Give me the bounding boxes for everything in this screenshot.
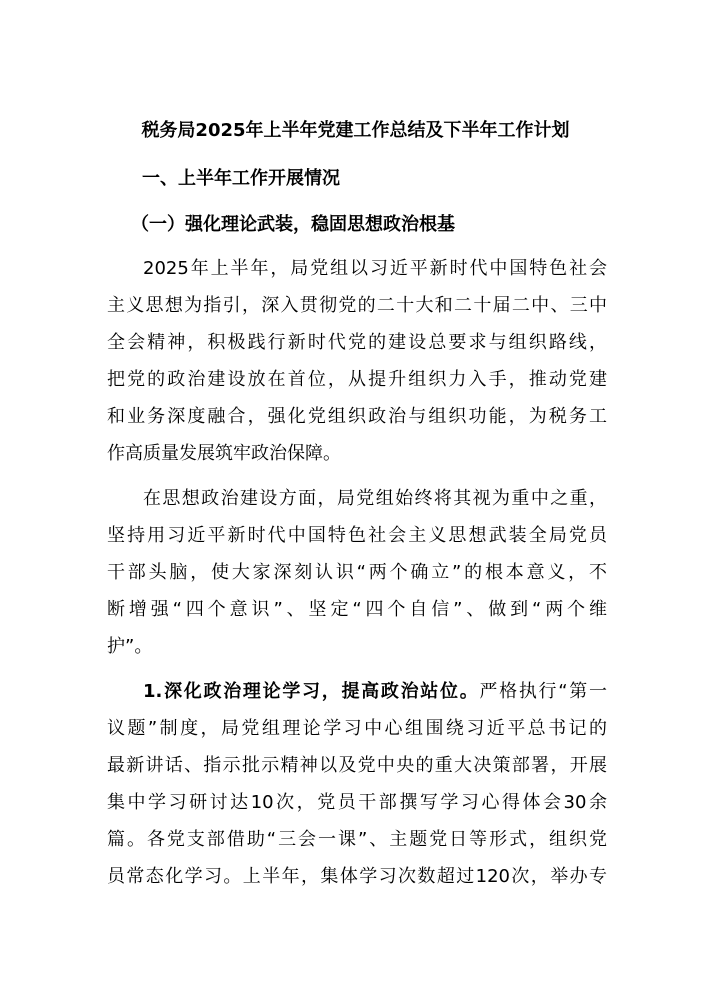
paragraph-line: 2025年上半年，局党组以习近平新时代中国特色社会: [143, 258, 607, 279]
paragraph-line: 集中学习研讨达10次，党员干部撰写学习心得体会30余: [107, 792, 607, 813]
paragraph-line: 和业务深度融合，强化党组织政治与组织功能，为税务工: [107, 406, 607, 427]
subsection-heading: （一）强化理论武装，稳固思想政治根基: [131, 214, 455, 235]
paragraph-line: 断增强“四个意识”、坚定“四个自信”、做到“两个维: [107, 599, 607, 620]
paragraph-line: 员常态化学习。上半年，集体学习次数超过120次，举办专: [107, 866, 607, 887]
paragraph-line: 把党的政治建设放在首位，从提升组织力入手，推动党建: [107, 369, 607, 390]
document-title: 税务局2025年上半年党建工作总结及下半年工作计划: [141, 120, 570, 141]
bold-lead: 1.深化政治理论学习，提高政治站位。: [143, 681, 480, 702]
paragraph-line: [107, 673, 607, 710]
paragraph-1: [107, 250, 607, 472]
paragraph-3: [107, 673, 607, 895]
lead-rest: 严格执行“第一: [479, 681, 607, 702]
paragraph-line: 坚持用习近平新时代中国特色社会主义思想武装全局党员: [107, 525, 607, 546]
paragraph-line: 在思想政治建设方面，局党组始终将其视为重中之重，: [143, 488, 607, 509]
paragraph-line: 篇。各党支部借助“三会一课”、主题党日等形式，组织党: [107, 829, 607, 850]
paragraph-line: 全会精神，积极践行新时代党的建设总要求与组织路线，: [107, 332, 607, 353]
paragraph-line: 作高质量发展筑牢政治保障。: [107, 443, 341, 464]
paragraph-line: 护”。: [107, 636, 153, 657]
paragraph-line: 主义思想为指引，深入贯彻党的二十大和二十届二中、三中: [107, 295, 607, 316]
paragraph-line: 议题”制度，局党组理论学习中心组围绕习近平总书记的: [107, 718, 607, 739]
paragraph-2: [107, 480, 607, 665]
section-heading: 一、上半年工作开展情况: [142, 168, 340, 189]
paragraph-line: 干部头脑，使大家深刻认识“两个确立”的根本意义，不: [107, 562, 607, 583]
paragraph-line: 最新讲话、指示批示精神以及党中央的重大决策部署，开展: [107, 755, 607, 776]
